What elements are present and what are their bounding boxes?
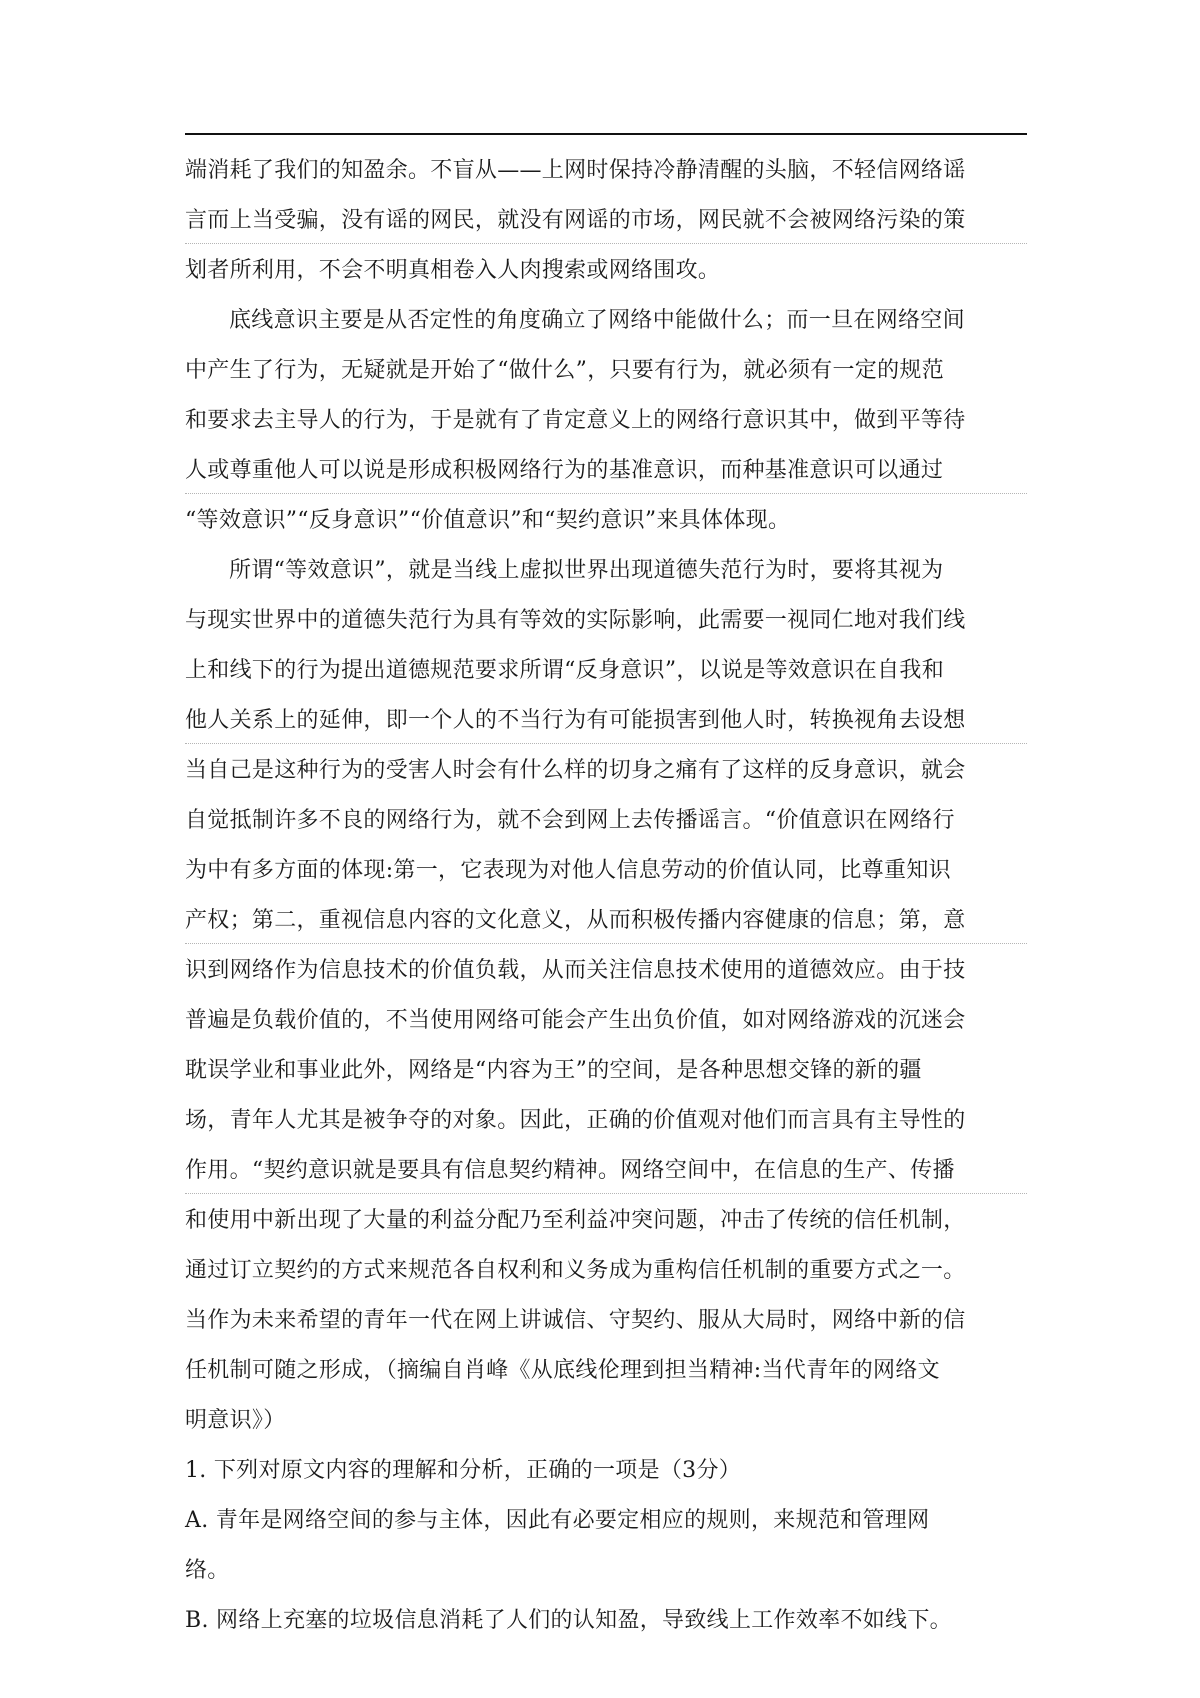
text-line: 当作为未来希望的青年一代在网上讲诚信、守契约、服从大局时，网络中新的信	[185, 1308, 966, 1333]
text-line: 产权；第二，重视信息内容的文化意义，从而积极传播内容健康的信息；第，意	[185, 896, 1027, 946]
document-body	[185, 146, 1027, 1646]
text-line: 为中有多方面的体现:第一，它表现为对他人信息劳动的价值认同，比尊重知识	[185, 858, 951, 883]
text-line: 与现实世界中的道德失范行为具有等效的实际影响，此需要一视同仁地对我们线	[185, 608, 966, 633]
text-line: 自觉抵制许多不良的网络行为，就不会到网上去传播谣言。“价值意识在网络行	[185, 808, 955, 833]
text-line: 人或尊重他人可以说是形成积极网络行为的基准意识，而种基准意识可以通过	[185, 446, 1027, 496]
option-a-line: 络。	[185, 1558, 230, 1583]
text-line: 中产生了行为，无疑就是开始了“做什么”，只要有行为，就必须有一定的规范	[185, 358, 944, 383]
header-rule	[185, 133, 1027, 135]
paragraph	[185, 546, 1027, 1446]
text-line: 划者所利用，不会不明真相卷入人肉搜索或网络围攻。	[185, 258, 721, 283]
text-line: 端消耗了我们的知盈余。不盲从——上网时保持冷静清醒的头脑，不轻信网络谣	[185, 158, 966, 183]
text-line: 上和线下的行为提出道德规范要求所谓“反身意识”，以说是等效意识在自我和	[185, 658, 944, 683]
text-line: 底线意识主要是从否定性的角度确立了网络中能做什么；而一旦在网络空间	[229, 308, 965, 333]
option-a-line: A. 青年是网络空间的参与主体，因此有必要定相应的规则，来规范和管理网	[185, 1508, 930, 1533]
text-line: 和使用中新出现了大量的利益分配乃至利益冲突问题，冲击了传统的信任机制，	[185, 1208, 966, 1233]
text-line: 耽误学业和事业此外，网络是“内容为王”的空间，是各种思想交锋的新的疆	[185, 1058, 922, 1083]
text-line: 通过订立契约的方式来规范各自权利和义务成为重构信任机制的重要方式之一。	[185, 1258, 966, 1283]
text-line: 场，青年人尤其是被争夺的对象。因此，正确的价值观对他们而言具有主导性的	[185, 1108, 966, 1133]
question-stem: 1. 下列对原文内容的理解和分析，正确的一项是（3分）	[185, 1458, 742, 1483]
text-line: 当自己是这种行为的受害人时会有什么样的切身之痛有了这样的反身意识，就会	[185, 758, 966, 783]
question-block	[185, 1446, 1027, 1646]
text-line: 任机制可随之形成，（摘编自肖峰《从底线伦理到担当精神:当代青年的网络文	[185, 1358, 940, 1383]
text-line: 言而上当受骗，没有谣的网民，就没有网谣的市场，网民就不会被网络污染的策	[185, 196, 1027, 246]
text-line: 他人关系上的延伸，即一个人的不当行为有可能损害到他人时，转换视角去设想	[185, 696, 1027, 746]
text-line: 作用。“契约意识就是要具有信息契约精神。网络空间中，在信息的生产、传播	[185, 1146, 1027, 1196]
text-line: 识到网络作为信息技术的价值负载，从而关注信息技术使用的道德效应。由于技	[185, 958, 966, 983]
paragraph	[185, 146, 1027, 296]
option-b-line: B. 网络上充塞的垃圾信息消耗了人们的认知盈，导致线上工作效率不如线下。	[185, 1608, 952, 1633]
text-line: 所谓“等效意识”，就是当线上虚拟世界出现道德失范行为时，要将其视为	[229, 558, 944, 583]
paragraph	[185, 296, 1027, 546]
text-line: “等效意识”“反身意识”“价值意识”和“契约意识”来具体体现。	[185, 508, 791, 533]
text-line: 普遍是负载价值的，不当使用网络可能会产生出负价值，如对网络游戏的沉迷会	[185, 1008, 966, 1033]
text-line: 明意识》）	[185, 1408, 286, 1433]
text-line: 和要求去主导人的行为，于是就有了肯定意义上的网络行意识其中，做到平等待	[185, 408, 966, 433]
